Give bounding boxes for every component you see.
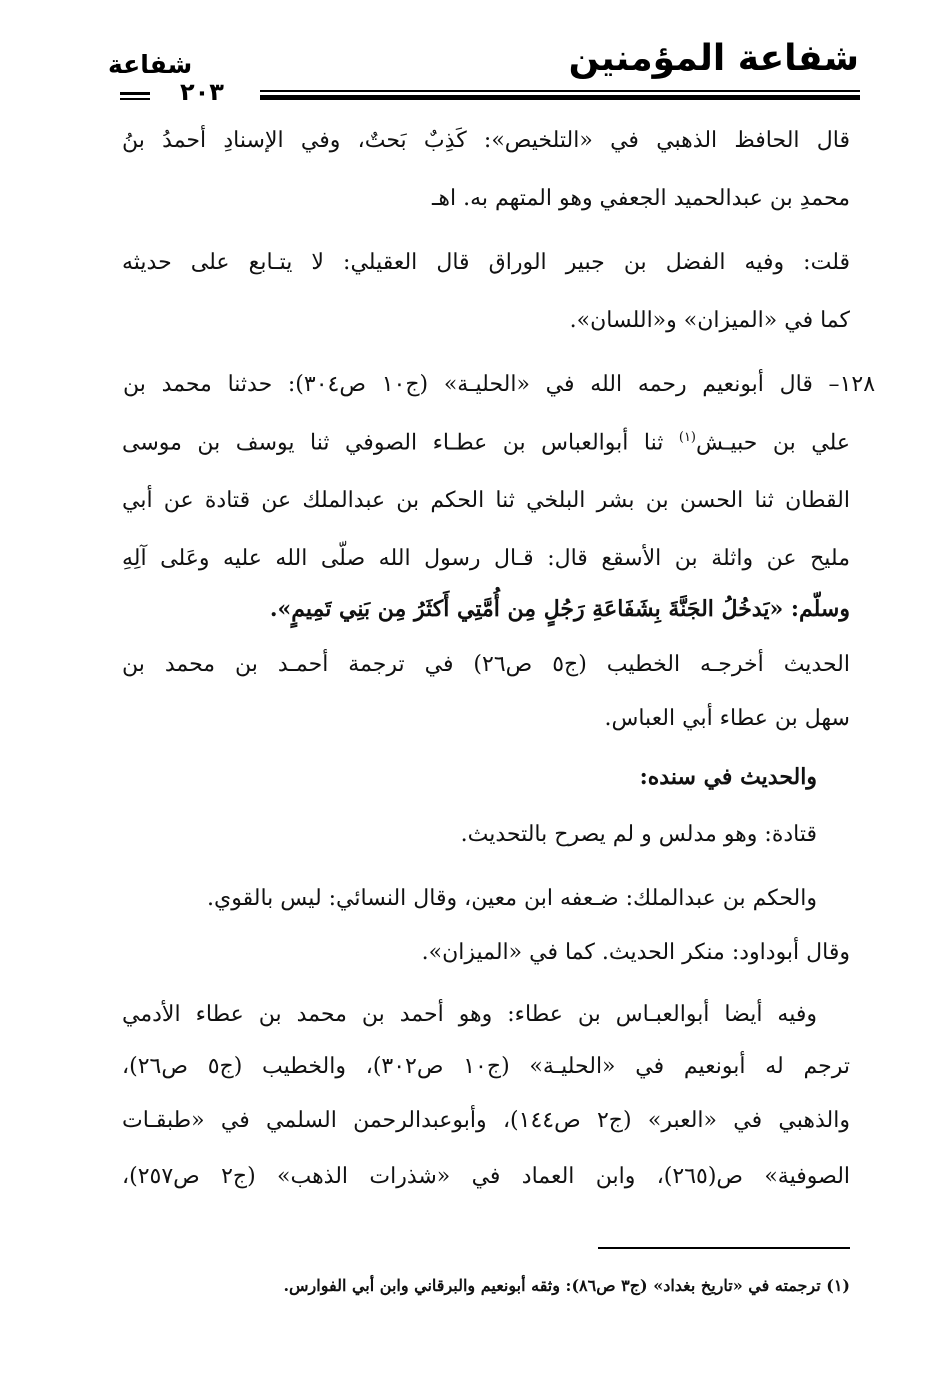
body-line: سهل بن عطاء أبي العباس. (604, 706, 850, 731)
footnote-marker[interactable]: (١) (678, 430, 696, 445)
hadith-number-line: ١٢٨– قال أبونعيم رحمه الله في «الحليـة» (ج١٠ ص٣٠٤): حدثنا محمد بن (123, 372, 876, 397)
body-line: والذهبي في «العبر» (ج٢ ص١٤٤)، وأبوعبدالرحمن السلمي في «طبقـات (122, 1108, 850, 1133)
body-line: وفيه أيضا أبوالعبـاس بن عطاء: وهو أحمد بن محمد بن عطاء الأدمي (122, 1002, 817, 1027)
body-line (122, 430, 850, 455)
header-rule-thin (260, 90, 860, 92)
body-line: قلت: وفيه الفضل بن جبير الوراق قال العقيلي: لا يتـابع على حديثه (122, 250, 850, 275)
body-line: ترجم له أبونعيم في «الحليـة» (ج١٠ ص٣٠٢)، والخطيب (ج٥ ص٢٦)، (122, 1054, 850, 1079)
footnote-text: (١) ترجمته في «تاريخ بغداد» (ج٣ ص٨٦): وثقه أبونعيم والبرقاني وابن أبي الفوارس. (283, 1276, 850, 1295)
body-line: كما في «الميزان» و«اللسان». (569, 308, 850, 333)
header-rule-left-thick (120, 92, 150, 95)
body-line: قتادة: وهو مدلس و لم يصرح بالتحديث. (460, 822, 817, 847)
page-number: ٢٠٣ (180, 78, 224, 106)
body-line: الصوفية» ص(٢٦٥)، وابن العماد في «شذرات الذهب» (ج٢ ص٢٥٧)، (122, 1164, 851, 1189)
running-header-title: شفاعة المؤمنين (568, 38, 859, 79)
header-rule-left-thin (120, 98, 150, 100)
body-line: وقال أبوداود: منكر الحديث. كما في «الميزان». (421, 940, 850, 965)
body-line: الحديث أخرجـه الخطيب (ج٥ ص٢٦) في ترجمة أحمـد بن محمد بن (122, 652, 850, 677)
body-line: القطان ثنا الحسن بن بشر البلخي ثنا الحكم بن عبدالملك عن قتادة عن أبي (122, 488, 850, 513)
body-line: محمدِ بن عبدالحميد الجعفي وهو المتهم به. اهـ (431, 186, 850, 211)
body-line: مليح عن واثلة بن الأسقع قال: قـال رسول الله صلّى الله عليه وعَلى آلِهِ (122, 546, 850, 571)
narrator-chain: ثنا أبوالعباس بن عطـاء الصوفي ثنا يوسف بن موسى (122, 430, 679, 456)
footnote-separator (598, 1247, 850, 1249)
narrator-name: علي بن حبيـش (696, 430, 850, 456)
hadith-text: وسلّم: «يَدخُلُ الجَنَّةَ بِشَفَاعَةِ رَجُلٍ مِن أُمَّتِي أَكثَرُ مِن بَنِي تَمِيمٍ». (269, 596, 850, 622)
body-line: قال الحافظ الذهبي في «التلخيص»: كَذِبٌ بَحتٌ، وفي الإسنادِ أحمدُ بنُ (122, 128, 850, 153)
header-logo: شفاعة (108, 50, 193, 79)
header-rule-thick (260, 95, 860, 100)
section-heading: والحديث في سنده: (639, 764, 817, 790)
body-line: والحكم بن عبدالملك: ضـعفه ابن معين، وقال النسائي: ليس بالقوي. (207, 886, 817, 911)
